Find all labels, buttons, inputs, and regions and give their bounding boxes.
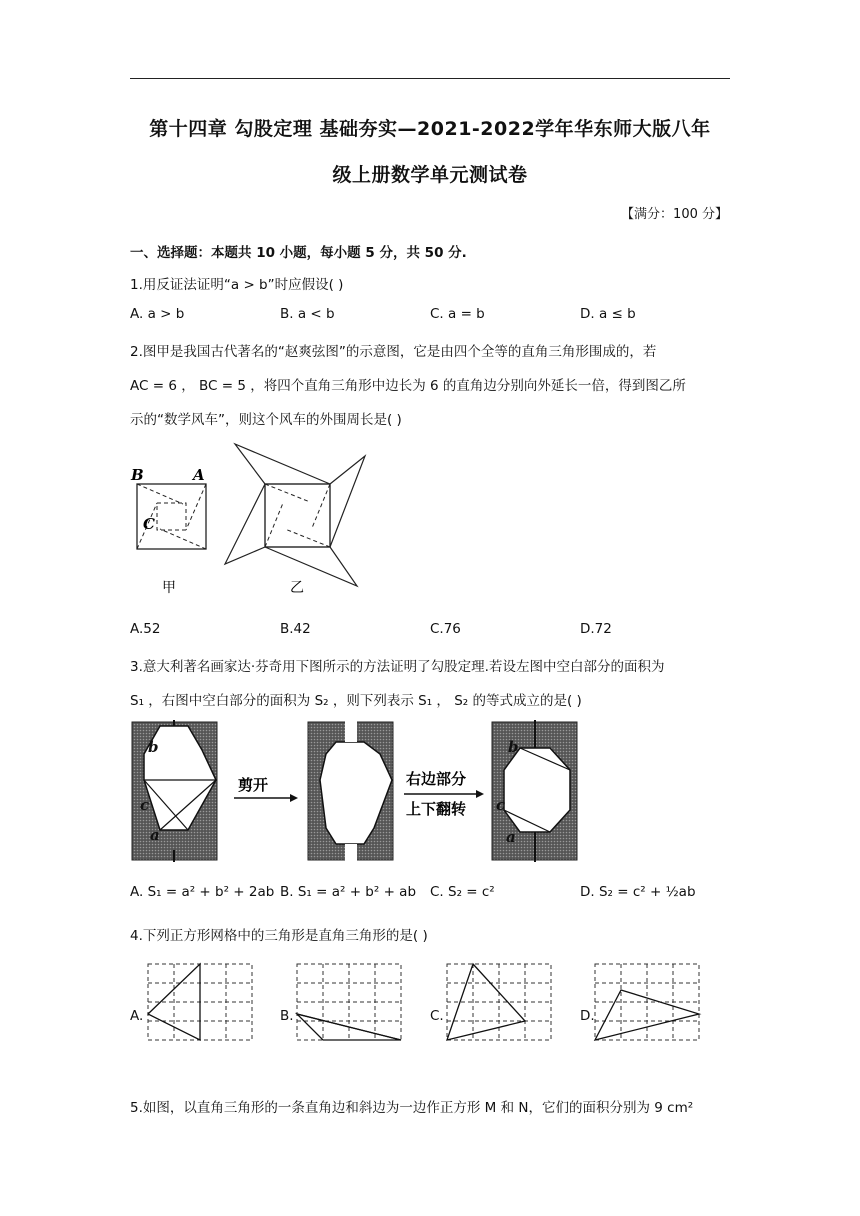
q2-option-d: D.72 xyxy=(580,621,612,637)
page-title-line1: 第十四章 勾股定理 基础夯实—2021-2022学年华东师大版八年 xyxy=(149,118,711,140)
caption-yi: 乙 xyxy=(290,580,304,596)
right-label-c: c xyxy=(496,796,506,814)
q3-option-b: B. S₁ = a² + b² + ab xyxy=(280,884,417,900)
full-score: 【满分：100 分】 xyxy=(621,207,728,222)
q4-grid-c xyxy=(446,963,554,1043)
caption-jia: 甲 xyxy=(162,580,176,596)
cut-label: 剪开 xyxy=(238,776,269,794)
arrow-head xyxy=(290,794,298,802)
q3-option-d: D. S₂ = c² + ½ab xyxy=(580,884,696,900)
q5-stem: 5.如图，以直角三角形的一条直角边和斜边为一边作正方形 M 和 N，它们的面积分别为 9 cm² xyxy=(130,1100,694,1116)
q2-option-c: C.76 xyxy=(430,621,461,637)
q4-option-a: A. xyxy=(130,1008,144,1024)
q2-stem-line2: AC = 6 ， BC = 5 ，将四个直角三角形中边长为 6 的直角边分别向外延长一倍，得到图乙所 xyxy=(130,378,686,394)
math-windmill xyxy=(225,444,365,586)
flip-label-1: 右边部分 xyxy=(406,770,467,788)
label-b: B xyxy=(131,466,144,484)
q4-grid-d xyxy=(594,963,702,1043)
q3-figure xyxy=(130,720,610,865)
q1-option-a: A. a > b xyxy=(130,306,185,322)
q1-stem: 1.用反证法证明“a > b”时应假设( ) xyxy=(130,277,344,293)
q4-option-b: B. xyxy=(280,1008,294,1024)
label-a: a xyxy=(150,826,160,844)
q1-option-b: B. a < b xyxy=(280,306,335,322)
right-panel xyxy=(492,720,577,862)
q2-stem-line3: 示的“数学风车”，则这个风车的外围周长是( ) xyxy=(130,412,402,428)
q3-option-c: C. S₂ = c² xyxy=(430,884,495,900)
q4-option-d: D. xyxy=(580,1008,595,1024)
right-label-a: a xyxy=(506,828,516,846)
left-panel xyxy=(132,720,217,862)
q2-figure xyxy=(125,440,385,600)
label-c: c xyxy=(140,796,150,814)
arrow-head-2 xyxy=(476,790,484,798)
q4-option-c: C. xyxy=(430,1008,444,1024)
flip-label-2: 上下翻转 xyxy=(406,800,467,818)
page-title-line2: 级上册数学单元测试卷 xyxy=(332,164,528,186)
section-heading: 一、选择题：本题共 10 小题，每小题 5 分，共 50 分. xyxy=(130,245,467,261)
right-label-b: b xyxy=(508,738,519,756)
q2-option-a: A.52 xyxy=(130,621,161,637)
q1-option-d: D. a ≤ b xyxy=(580,306,636,322)
q2-stem-line1: 2.图甲是我国古代著名的“赵爽弦图”的示意图，它是由四个全等的直角三角形围成的，若 xyxy=(130,344,657,360)
q2-option-b: B.42 xyxy=(280,621,311,637)
q3-option-a: A. S₁ = a² + b² + 2ab xyxy=(130,884,275,900)
header-rule xyxy=(130,78,730,79)
label-b: b xyxy=(148,738,159,756)
q4-grid-a xyxy=(147,963,255,1043)
label-a: A xyxy=(193,466,205,484)
middle-panel xyxy=(308,720,393,862)
q3-stem-line2: S₁ ，右图中空白部分的面积为 S₂ ，则下列表示 S₁ ， S₂ 的等式成立的是( ) xyxy=(130,693,582,709)
q4-grid-b xyxy=(296,963,404,1043)
label-c: C xyxy=(143,515,155,533)
q4-stem: 4.下列正方形网格中的三角形是直角三角形的是( ) xyxy=(130,928,428,944)
q1-option-c: C. a = b xyxy=(430,306,485,322)
q3-stem-line1: 3.意大利著名画家达·芬奇用下图所示的方法证明了勾股定理.若设左图中空白部分的面积为 xyxy=(130,659,665,675)
